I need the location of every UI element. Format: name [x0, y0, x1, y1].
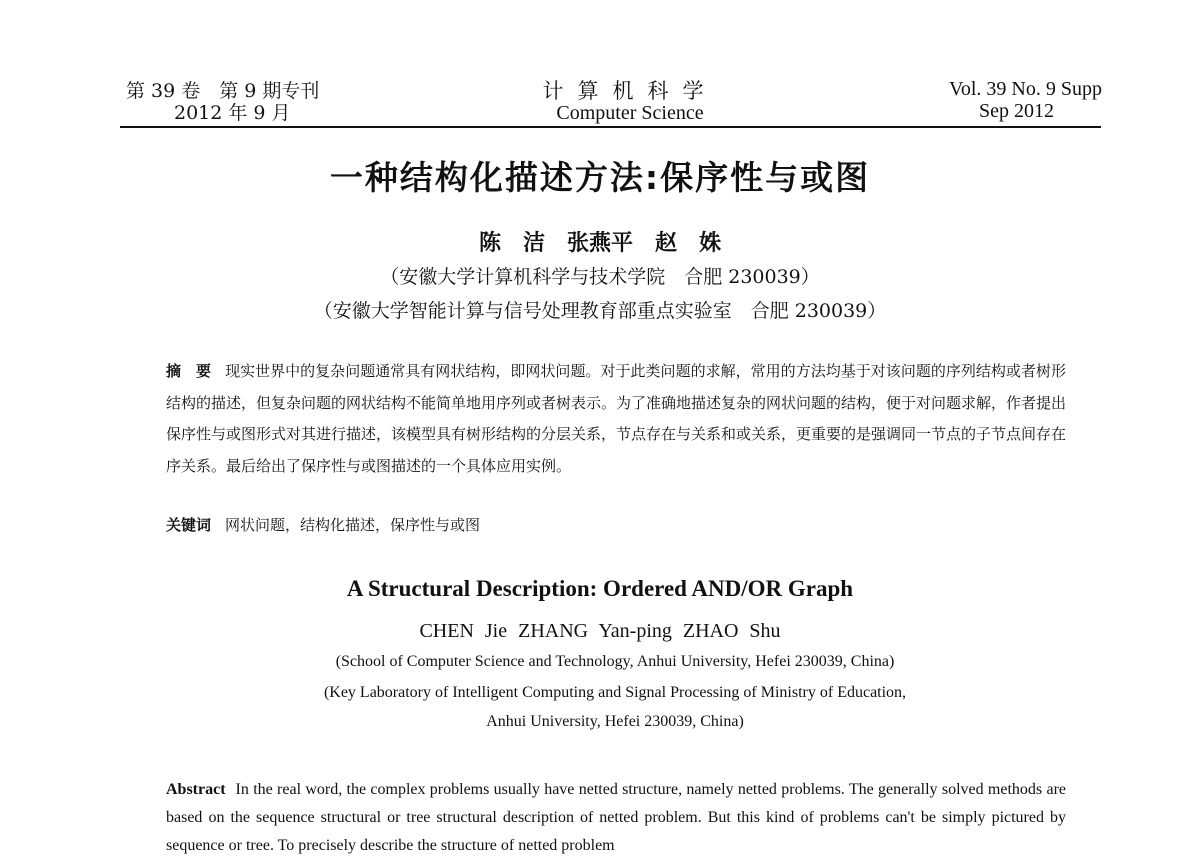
affiliation-en-1: (School of Computer Science and Technology, Anhui University, Hefei 230039, China) [335, 653, 895, 670]
abstract-text-cn: 现实世界中的复杂问题通常具有网状结构，即网状问题。对于此类问题的求解，常用的方法均基于对该问题的序列结构或者树形结构的描述，但复杂问题的网状结构不能简单地用序列或者树表示。为了准确地描述复杂的网状问题的结构，便于对问题求解，作者提出保序性与或图形式对其进行描述，该模型具有树形结构的分层关系，节点存在与关系和或关系，更重要的是强调同一节点的子节点间存在序关系。最后给出了保序性与或图描述的一个具体应用实例。 [166, 362, 1067, 475]
journal-name [450, 80, 810, 124]
affiliation-en-2: (Key Laboratory of Intelligent Computing and Signal Processing of Ministry of Education, [323, 684, 907, 701]
affiliation-cn-1: （安徽大学计算机科学与技术学院 合肥 230039） [380, 266, 820, 288]
authors-cn: 陈 洁 张燕平 赵 姝 [478, 231, 721, 256]
keywords-text-cn: 网状问题，结构化描述，保序性与或图 [225, 516, 481, 534]
paper-title-cn: 一种结构化描述方法:保序性与或图 [329, 158, 871, 197]
authors-en: CHEN Jie ZHANG Yan-ping ZHAO Shu [419, 620, 781, 642]
affiliation-en-3: Anhui University, Hefei 230039, China) [486, 713, 744, 730]
keywords-cn [166, 514, 1066, 536]
abstract-cn [166, 356, 1066, 482]
keywords-label-cn: 关键词 [166, 516, 212, 534]
issue-date-cn: 2012 年 9 月 [174, 102, 291, 124]
journal-issue-info [126, 80, 386, 124]
volume-issue: 第 39 卷 第 9 期专刊 [126, 80, 320, 102]
abstract-en [166, 776, 1066, 860]
abstract-label-en: Abstract [166, 781, 226, 798]
volume-number-en: Vol. 39 No. 9 Supp [949, 78, 1102, 100]
abstract-text-en: In the real word, the complex problems usually have netted structure, namely netted problems. The generally solved methods are based on the sequence structural or tree structural description of netted problem. But this kind of problems can't be simply pictured by sequence or tree. To precisely describe the structure of netted problem [166, 781, 1066, 854]
issue-date-en: Sep 2012 [979, 100, 1054, 122]
paper-title-en: A Structural Description: Ordered AND/OR Graph [346, 576, 854, 601]
header-divider [120, 126, 1101, 128]
journal-name-cn: 计算机科学 [542, 79, 718, 103]
abstract-label-cn: 摘 要 [166, 362, 212, 380]
journal-volume-en [880, 78, 1102, 122]
affiliation-cn-2: （安徽大学智能计算与信号处理教育部重点实验室 合肥 230039） [313, 300, 887, 322]
journal-name-en: Computer Science [556, 102, 704, 124]
